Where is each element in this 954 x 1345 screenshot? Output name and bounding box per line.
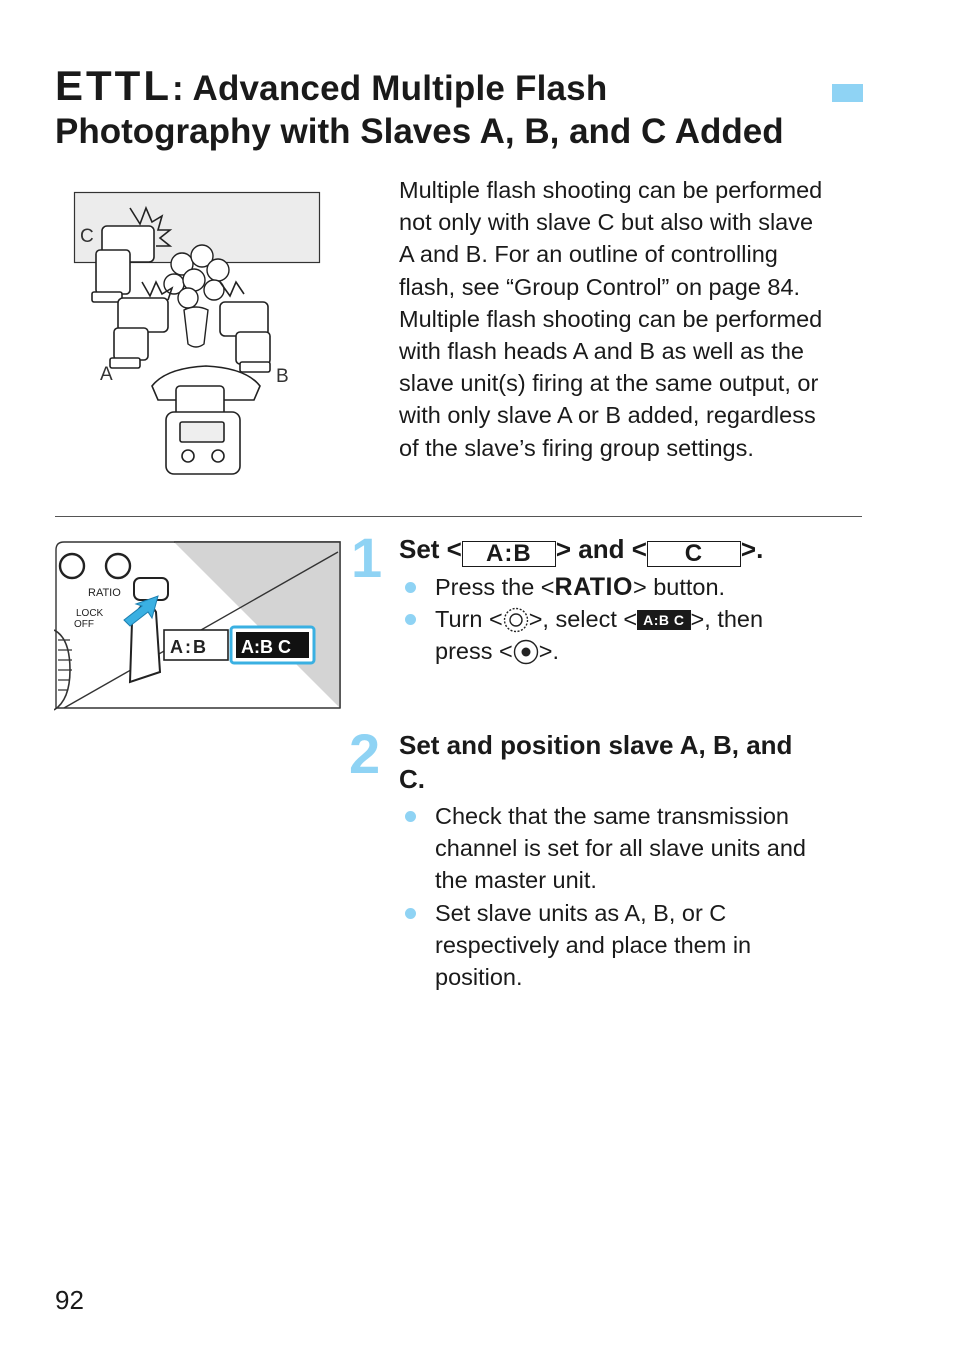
ratio-button-drawing: [54, 540, 344, 712]
list-item: Press the <RATIO> button.: [399, 571, 869, 603]
list-item: Turn < >, select < A:B C >, then press < >.: [399, 603, 869, 667]
label-b: B: [276, 366, 289, 387]
lcd-option-abc: A:B C: [241, 637, 291, 657]
step-1-heading: Set < A:B > and < C >.: [399, 534, 764, 567]
ettl-mark: ETTL: [55, 62, 172, 109]
lcd-option-ab: A:B: [170, 637, 208, 657]
page-title-line2: Photography with Slaves A, B, and C Added: [55, 112, 784, 151]
step-1-bullets: [399, 571, 869, 668]
intro-paragraph: Multiple flash shooting can be performed not only with slave C but also with slave A and B. For an outline of controlling flash, see “Group Control” on page 84. Multiple flash shooting can be performed with flash heads A and B as well as the slave unit(s) firing at the same output, or with only slave A or B added, regardless of the slave’s firing group settings.: [399, 177, 823, 461]
bullet-icon: [405, 908, 416, 919]
section-tab-marker: [832, 84, 863, 102]
step-1-number: 1: [351, 526, 383, 589]
list-item: Set slave units as A, B, or C respectively and place them in position.: [399, 897, 869, 994]
bullet-icon: [405, 811, 416, 822]
step-2-number: 2: [349, 722, 381, 785]
ratio-label: RATIO: [88, 587, 121, 599]
off-label: OFF: [74, 619, 94, 630]
camera-master-icon: [152, 366, 260, 474]
flash-arrangement-drawing: [70, 186, 330, 478]
page-title-line1: ETTL: Advanced Multiple Flash: [55, 62, 608, 109]
dial-icon: [503, 607, 529, 633]
list-item: Check that the same transmission channel is set for all slave units and the master unit.: [399, 800, 869, 897]
set-button-icon: [513, 639, 539, 665]
lock-label: LOCK: [76, 608, 104, 619]
flash-arrangement-figure: [70, 186, 330, 478]
flash-unit-b-icon: [220, 282, 270, 372]
label-a: A: [100, 364, 113, 385]
ratio-button-figure: [54, 540, 344, 712]
bullet-icon: [405, 614, 416, 625]
label-c: C: [80, 226, 94, 247]
step-2-heading: Set and position slave A, B, and C.: [399, 730, 793, 794]
section-divider: [55, 516, 862, 517]
ratio-button-glyph: RATIO: [554, 573, 633, 601]
step-2-bullets: [399, 800, 869, 993]
abc-mode-chip: A:B C: [637, 610, 690, 630]
page-number: 92: [55, 1285, 84, 1315]
bullet-icon: [405, 582, 416, 593]
c-box-label: C: [647, 541, 741, 567]
ab-box-label: A:B: [462, 541, 556, 567]
